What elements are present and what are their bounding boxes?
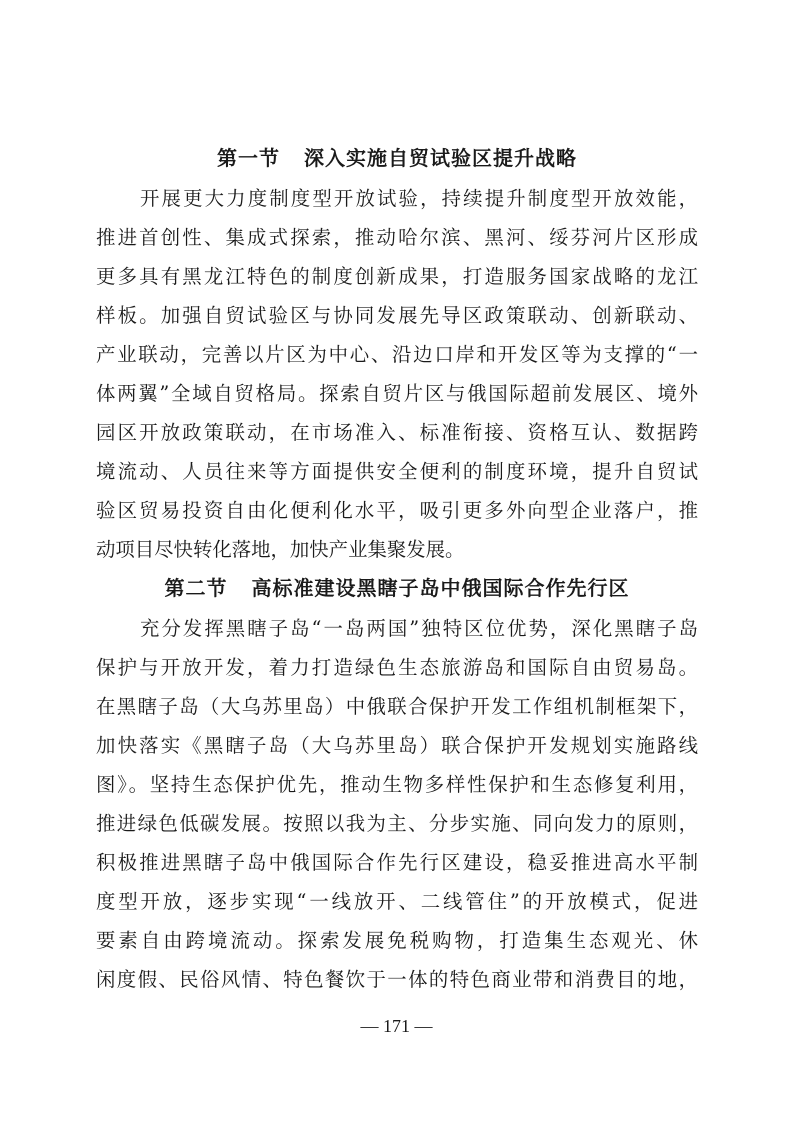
paragraph-line: 积极推进黑瞎子岛中俄国际合作先行区建设，稳妥推进高水平制 — [96, 851, 698, 874]
section-2-number: 第二节 — [164, 576, 228, 600]
paragraph-line: 加快落实《黑瞎子岛（大乌苏里岛）联合保护开发规划实施路线 — [96, 734, 698, 757]
paragraph-line: 境流动、人员往来等方面提供安全便利的制度环境，提升自贸试 — [96, 460, 698, 483]
paragraph-line: 产业联动，完善以片区为中心、沿边口岸和开发区等为支撑的“一 — [96, 343, 698, 366]
section-2-heading — [96, 575, 698, 601]
paragraph-line: 推进首创性、集成式探索，推动哈尔滨、黑河、绥芬河片区形成 — [96, 226, 698, 249]
paragraph-line: 图》。坚持生态保护优先，推动生物多样性保护和生态修复利用， — [96, 773, 698, 796]
section-1-heading — [96, 145, 698, 171]
section-1-number: 第一节 — [217, 146, 280, 170]
paragraph-line: 在黑瞎子岛（大乌苏里岛）中俄联合保护开发工作组机制框架下， — [96, 695, 698, 718]
page-number: — 171 — — [360, 1016, 433, 1036]
paragraph-line: 验区贸易投资自由化便利化水平，吸引更多外向型企业落户，推 — [96, 499, 698, 522]
paragraph-line: 动项目尽快转化落地，加快产业集聚发展。 — [96, 538, 465, 561]
paragraph-line: 推进绿色低碳发展。按照以我为主、分步实施、同向发力的原则， — [96, 812, 698, 835]
paragraph-line: 闲度假、民俗风情、特色餐饮于一体的特色商业带和消费目的地， — [96, 968, 698, 991]
section-1-title: 深入实施自贸试验区提升战略 — [304, 146, 577, 170]
section-2-title: 高标准建设黑瞎子岛中俄国际合作先行区 — [251, 576, 630, 600]
paragraph-line: 更多具有黑龙江特色的制度创新成果，打造服务国家战略的龙江 — [96, 265, 698, 288]
paragraph-line: 要素自由跨境流动。探索发展免税购物，打造集生态观光、休 — [96, 929, 698, 952]
paragraph-line: 开展更大力度制度型开放试验，持续提升制度型开放效能， — [140, 187, 698, 210]
paragraph-line: 充分发挥黑瞎子岛“一岛两国”独特区位优势，深化黑瞎子岛 — [140, 617, 698, 640]
paragraph-line: 样板。加强自贸试验区与协同发展先导区政策联动、创新联动、 — [96, 304, 698, 327]
paragraph-line: 保护与开放开发，着力打造绿色生态旅游岛和国际自由贸易岛。 — [96, 656, 698, 679]
paragraph-line: 体两翼”全域自贸格局。探索自贸片区与俄国际超前发展区、境外 — [96, 382, 698, 405]
paragraph-line: 园区开放政策联动，在市场准入、标准衔接、资格互认、数据跨 — [96, 421, 698, 444]
paragraph-line: 度型开放，逐步实现“一线放开、二线管住”的开放模式，促进 — [96, 890, 698, 913]
